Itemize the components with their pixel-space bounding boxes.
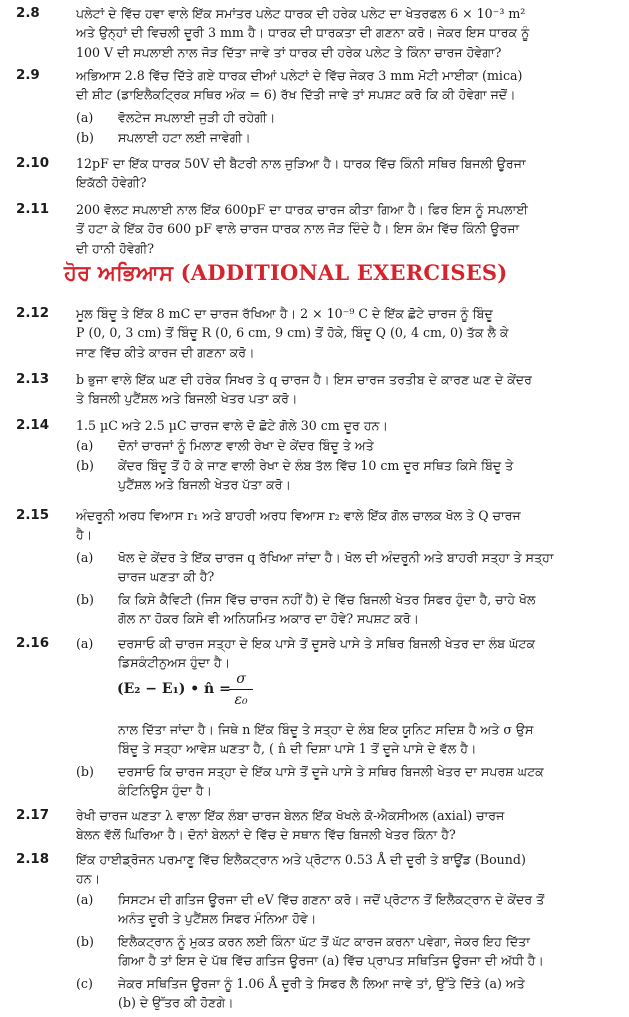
text-line: ਵੋਲਟੇਜ ਸਪਲਾਈ ਜੁੜੀ ਹੀ ਰਹੇਗੀ। xyxy=(118,110,276,125)
text-line: ਇੱਕ ਹਾਈਡ੍ਰੋਜਨ ਪਰਮਾਣੂ ਵਿੱਚ ਇਲੈਕਟ੍ਰਾਨ ਅਤੇ ਪ੍ਰੋਟਾਨ 0.53 Å ਦੀ ਦੂਰੀ ਤੇ ਬਾਊਂਡ (Bound) xyxy=(76,852,526,867)
question-number: 2.18 xyxy=(16,852,50,867)
formula-numerator: σ xyxy=(236,671,246,687)
question-number: 2.15 xyxy=(16,508,50,523)
text-line: ਡਿਸਕੰਟੀਨੁਅਸ ਹੁੰਦਾ ਹੈ। xyxy=(118,655,231,671)
text-line: ਬਿੰਦੂ ਤੇ ਸਤ੍ਹਾ ਆਵੇਸ਼ ਘਣਤਾ ਹੈ, ( n̂ ਦੀ ਦਿਸ਼ਾ ਪਾਸੇ 1 ਤੋਂ ਦੂਜੇ ਪਾਸੇ ਦੇ ਵੱਲ ਹੈ। xyxy=(118,741,477,757)
question-text xyxy=(76,200,620,258)
text-line: ਬੇਲਨ ਵੱਲੋਂ ਘਿਰਿਆ ਹੈ। ਦੋਨਾਂ ਬੇਲਨਾਂ ਦੇ ਵਿੱਚ ਦੇ ਸਥਾਨ ਵਿੱਚ ਬਿਜਲੀ ਖੇਤਰ ਕਿੰਨਾ ਹੈ? xyxy=(76,827,456,843)
text-line: ਕਿ ਕਿਸੇ ਕੈਵਿਟੀ (ਜਿਸ ਵਿੱਚ ਚਾਰਜ ਨਹੀਂ ਹੈ) ਦੇ ਵਿੱਚ ਬਿਜਲੀ ਖੇਤਰ ਸਿਫਰ ਹੁੰਦਾ ਹੈ, ਚਾਹੇ ਖੋਲ xyxy=(118,592,536,607)
text-line: ਗੋਲ ਨਾ ਹੋਕਰ ਕਿਸੇ ਵੀ ਅਨਿਯਮਿਤ ਅਕਾਰ ਦਾ ਹੋਵੇ? ਸਪਸ਼ਟ ਕਰੋ। xyxy=(118,611,420,627)
part-label: (a) xyxy=(76,110,94,125)
question-number: 2.10 xyxy=(16,156,50,171)
text-line: 12pF ਦਾ ਇੱਕ ਧਾਰਕ 50V ਦੀ ਬੈਟਰੀ ਨਾਲ ਜੁੜਿਆ ਹੈ। ਧਾਰਕ ਵਿੱਚ ਕਿੰਨੀ ਸਥਿਰ ਬਿਜਲੀ ਊਰਜਾ xyxy=(76,156,526,171)
question-text xyxy=(76,370,620,409)
part-label: (a) xyxy=(76,636,94,651)
text-line: ਤੋਂ ਹਟਾ ਕੇ ਇੱਕ ਹੋਰ 600 pF ਵਾਲੇ ਚਾਰਜ ਧਾਰਕ ਨਾਲ ਜੋੜ ਦਿੰਦੇ ਹੈ। ਇਸ ਕੰਮ ਵਿੱਚ ਕਿੰਨੀ ਊਰਜਾ xyxy=(76,221,520,237)
text-line: ਦੀ ਹਾਨੀ ਹੋਵੇਗੀ? xyxy=(76,240,155,256)
text-line: ਅਤੇ ਉਨ੍ਹਾਂ ਦੀ ਵਿਚਲੀ ਦੂਰੀ 3 mm ਹੈ। ਧਾਰਕ ਦੀ ਧਾਰਕਤਾ ਦੀ ਗਣਨਾ ਕਰੋ। ਜੇਕਰ ਇਸ ਧਾਰਕ ਨੂੰ xyxy=(76,25,530,41)
text-line: ਹਨ। xyxy=(76,871,101,887)
formula-denominator: ε₀ xyxy=(234,692,248,708)
text-line: ਹੈ। xyxy=(76,527,93,543)
text-line: ਇਲੈਕਟ੍ਰਾਨ ਨੂੰ ਮੁਕਤ ਕਰਨ ਲਈ ਕਿੰਨਾ ਘੱਟ ਤੋਂ ਘੱਟ ਕਾਰਜ ਕਰਨਾ ਪਵੇਗਾ, ਜੇਕਰ ਇਹ ਦਿੱਤਾ xyxy=(118,934,530,949)
text-line: ਅਭਿਆਸ 2.8 ਵਿੱਚ ਦਿੱਤੇ ਗਏ ਧਾਰਕ ਦੀਆਂ ਪਲੇਟਾਂ ਦੇ ਵਿੱਚ ਜੇਕਰ 3 mm ਮੋਟੀ ਮਾਈਕਾ (mica) xyxy=(76,68,523,83)
part-a-continued xyxy=(90,720,620,759)
question-number: 2.12 xyxy=(16,306,50,321)
text-line: ਇਕੱਠੀ ਹੋਵੇਗੀ? xyxy=(76,175,147,191)
question-number: 2.16 xyxy=(16,636,50,651)
question-text xyxy=(76,850,620,889)
text-line: ਦਰਸਾਓ ਕੀ ਚਾਰਜ ਸਤ੍ਹਾ ਦੇ ਇਕ ਪਾਸੇ ਤੋਂ ਦੂਸਰੇ ਪਾਸੇ ਤੇ ਸਥਿਰ ਬਿਜਲੀ ਖੇਤਰ ਦਾ ਲੰਬ ਘੱਟਕ xyxy=(118,636,536,651)
text-line: ਗਿਆ ਹੈ ਤਾਂ ਇਸ ਦੇ ਪੱਥ ਵਿੱਚ ਗਤਿਜ ਊਰਜਾ (a) ਵਿੱਚ ਪ੍ਰਾਪਤ ਸਥਿਤਿਜ ਊਰਜਾ ਦੀ ਅੱਧੀ ਹੈ। xyxy=(118,953,544,969)
text-line: ਕੰਟਿਨਿਊਸ ਹੁੰਦਾ ਹੈ। xyxy=(118,783,213,799)
text-line: ਰੇਖੀ ਚਾਰਜ ਘਣਤਾ λ ਵਾਲਾ ਇੱਕ ਲੰਬਾ ਚਾਰਜ ਬੇਲਨ ਇੱਕ ਖੋਖਲੇ ਕੋ-ਐਕਸੀਅਲ (axial) ਚਾਰਜ xyxy=(76,808,505,823)
question-number: 2.14 xyxy=(16,418,50,433)
text-line: ਦਰਸਾਓ ਕਿ ਚਾਰਜ ਸਤ੍ਹਾ ਦੇ ਇੱਕ ਪਾਸੇ ਤੋਂ ਦੂਜੇ ਪਾਸੇ ਤੇ ਸਥਿਰ ਬਿਜਲੀ ਖੇਤਰ ਦਾ ਸਪਰਸ਼ ਘਟਕ xyxy=(118,764,544,779)
part-label: (b) xyxy=(76,458,94,473)
part-a xyxy=(76,108,620,127)
text-line: ਤੇ ਬਿਜਲੀ ਪੁਟੈਂਸ਼ਲ ਅਤੇ ਬਿਜਲੀ ਖੇਤਰ ਪਤਾ ਕਰੋ। xyxy=(76,391,298,407)
part-a xyxy=(76,436,620,455)
text-line: ਜੇਕਰ ਸਥਿਤਿਜ ਊਰਜਾ ਨੂੰ 1.06 Å ਦੂਰੀ ਤੇ ਸਿਫਰ ਲੈ ਲਿਆ ਜਾਵੇ ਤਾਂ, ਉੱਤੇ ਦਿੱਤੇ (a) ਅਤੇ xyxy=(118,976,525,991)
question-number: 2.13 xyxy=(16,372,50,387)
text-line: b ਭੁਜਾ ਵਾਲੇ ਇੱਕ ਘਣ ਦੀ ਹਰੇਕ ਸਿਖਰ ਤੇ q ਚਾਰਜ ਹੈ। ਇਸ ਚਾਰਜ ਤਰਤੀਬ ਦੇ ਕਾਰਣ ਘਣ ਦੇ ਕੇਂਦਰ xyxy=(76,372,532,387)
text-line: ਦੀ ਸ਼ੀਟ (ਡਾਇਲੈਕਟ੍ਰਿਕ ਸਥਿਰ ਅੰਕ = 6) ਰੱਖ ਦਿੱਤੀ ਜਾਵੇ ਤਾਂ ਸਪਸ਼ਟ ਕਰੋ ਕਿ ਕੀ ਹੋਵੇਗਾ ਜਦੋਂ। xyxy=(76,87,516,103)
text-line: ਖੋਲ ਦੇ ਕੇਂਦਰ ਤੇ ਇੱਕ ਚਾਰਜ q ਰੱਖਿਆ ਜਾਂਦਾ ਹੈ। ਖੋਲ ਦੀ ਅੰਦਰੂਨੀ ਅਤੇ ਬਾਹਰੀ ਸਤ੍ਹਾ ਤੇ ਸਤ੍ਹਾ xyxy=(118,550,554,565)
question-number: 2.8 xyxy=(16,6,40,21)
question-text xyxy=(76,506,620,545)
question-text xyxy=(76,4,620,62)
text-line: ਨਾਲ ਦਿੱਤਾ ਜਾਂਦਾ ਹੈ। ਜਿਥੇ n ਇੱਕ ਬਿੰਦੂ ਤੇ ਸਤ੍ਹਾ ਦੇ ਲੰਬ ਇਕ ਯੂਨਿਟ ਸਦਿਸ਼ ਹੈ ਅਤੇ σ ਉਸ xyxy=(118,722,534,737)
text-line: ਅਨੰਤ ਦੂਰੀ ਤੇ ਪੁਟੈਂਸ਼ਲ ਸਿਫਰ ਮੰਨਿਆ ਹੋਵੇ। xyxy=(118,911,317,927)
formula-fraction xyxy=(229,670,253,709)
part-label: (b) xyxy=(76,934,94,949)
text-line: 100 V ਦੀ ਸਪਲਾਈ ਨਾਲ ਜੋੜ ਦਿੱਤਾ ਜਾਵੇ ਤਾਂ ਧਾਰਕ ਦੀ ਹਰੇਕ ਪਲੇਟ ਤੇ ਕਿੰਨਾ ਚਾਰਜ ਹੋਵੇਗਾ? xyxy=(76,44,502,60)
text-line: ਮੂਲ ਬਿੰਦੂ ਤੇ ਇੱਕ 8 mC ਦਾ ਚਾਰਜ ਰੱਖਿਆ ਹੈ। 2 × 10⁻⁹ C ਦੇ ਇੱਕ ਛੋਟੇ ਚਾਰਜ ਨੂੰ ਬਿੰਦੂ xyxy=(76,306,493,321)
question-text xyxy=(76,154,620,193)
part-a xyxy=(76,890,620,929)
question-text xyxy=(76,66,620,105)
part-c xyxy=(76,974,620,1013)
part-b xyxy=(76,128,620,147)
question-text xyxy=(76,806,620,845)
formula-lhs: (E₂ − E₁) • n̂ = xyxy=(117,681,231,697)
text-line: ਕੇਂਦਰ ਬਿੰਦੂ ਤੋਂ ਹੋ ਕੇ ਜਾਣ ਵਾਲੀ ਰੇਖਾ ਦੇ ਲੰਬ ਤੱਲ ਵਿੱਚ 10 cm ਦੂਰ ਸਥਿਤ ਕਿਸੇ ਬਿੰਦੂ ਤੇ xyxy=(118,458,514,473)
text-line: ਪੁਟੈਂਸ਼ਲ ਅਤੇ ਬਿਜਲੀ ਖੇਤਰ ਪੱਤਾ ਕਰੋ। xyxy=(118,477,291,493)
text-line: (b) ਦੇ ਉੱਤਰ ਕੀ ਹੋਣਗੇ। xyxy=(118,995,234,1011)
question-text xyxy=(76,304,620,362)
question-number: 2.11 xyxy=(16,202,50,217)
question-number: 2.9 xyxy=(16,68,40,83)
part-b xyxy=(76,932,620,971)
text-line: ਚਾਰਜ ਘਣਤਾ ਕੀ ਹੈ? xyxy=(118,569,215,585)
question-number: 2.17 xyxy=(16,808,50,823)
part-label: (b) xyxy=(76,130,94,145)
part-label: (a) xyxy=(76,892,94,907)
part-b xyxy=(76,762,620,801)
text-line: ਦੋਨਾਂ ਚਾਰਜਾਂ ਨੂੰ ਮਿਲਾਣ ਵਾਲੀ ਰੇਖਾ ਦੇ ਕੇਂਦਰ ਬਿੰਦੂ ਤੇ ਅਤੇ xyxy=(118,438,374,453)
text-line: ਜਾਣ ਵਿੱਚ ਕੀਤੇ ਕਾਰਜ ਦੀ ਗਣਨਾ ਕਰੋ। xyxy=(76,344,255,360)
part-a xyxy=(76,634,620,673)
text-line: ਅੰਦਰੂਨੀ ਅਰਧ ਵਿਆਸ r₁ ਅਤੇ ਬਾਹਰੀ ਅਰਧ ਵਿਆਸ r₂ ਵਾਲੇ ਇੱਕ ਗੋਲ ਚਾਲਕ ਖੋਲ ਤੇ Q ਚਾਰਜ xyxy=(76,508,521,523)
text-line: ਪਲੇਟਾਂ ਦੇ ਵਿੱਚ ਹਵਾ ਵਾਲੇ ਇੱਕ ਸਮਾਂਤਰ ਪਲੇਟ ਧਾਰਕ ਦੀ ਹਰੇਕ ਪਲੇਟ ਦਾ ਖੇਤਰਫਲ 6 × 10⁻³ m² xyxy=(76,6,526,21)
part-b xyxy=(76,456,620,495)
text-line: P (0, 0, 3 cm) ਤੋਂ ਬਿੰਦੂ R (0, 6 cm, 9 cm) ਤੋਂ ਹੋਕੇ, ਬਿੰਦੂ Q (0, 4 cm, 0) ਤੱਕ ਲੈ ਕੇ xyxy=(76,325,509,341)
part-a xyxy=(76,548,620,587)
part-label: (b) xyxy=(76,592,94,607)
question-text xyxy=(76,416,620,435)
text-line: ਸਪਲਾਈ ਹਟਾ ਲਈ ਜਾਵੇਗੀ। xyxy=(118,130,251,145)
part-label: (a) xyxy=(76,550,94,565)
text-line: 1.5 µC ਅਤੇ 2.5 µC ਚਾਰਜ ਵਾਲੇ ਦੋ ਛੋਟੇ ਗੋਲੇ 30 cm ਦੂਰ ਹਨ। xyxy=(76,418,388,433)
part-label: (c) xyxy=(76,976,93,991)
part-label: (b) xyxy=(76,764,94,779)
text-line: 200 ਵੋਲਟ ਸਪਲਾਈ ਨਾਲ ਇੱਕ 600pF ਦਾ ਧਾਰਕ ਚਾਰਜ ਕੀਤਾ ਗਿਆ ਹੈ। ਫਿਰ ਇਸ ਨੂੰ ਸਪਲਾਈ xyxy=(76,202,528,217)
text-line: ਸਿਸਟਮ ਦੀ ਗਤਿਜ ਊਰਜਾ ਦੀ eV ਵਿੱਚ ਗਣਨਾ ਕਰੋ। ਜਦੋਂ ਪ੍ਰੋਟਾਨ ਤੋਂ ਇਲੈਕਟ੍ਰਾਨ ਦੇ ਕੇਂਦਰ ਤੋਂ xyxy=(118,892,545,907)
boundary-condition-formula xyxy=(117,668,317,714)
part-b xyxy=(76,590,620,629)
part-label: (a) xyxy=(76,438,94,453)
section-title: ਹੋਰ ਅਭਿਆਸ (ADDITIONAL EXERCISES) xyxy=(64,260,508,285)
